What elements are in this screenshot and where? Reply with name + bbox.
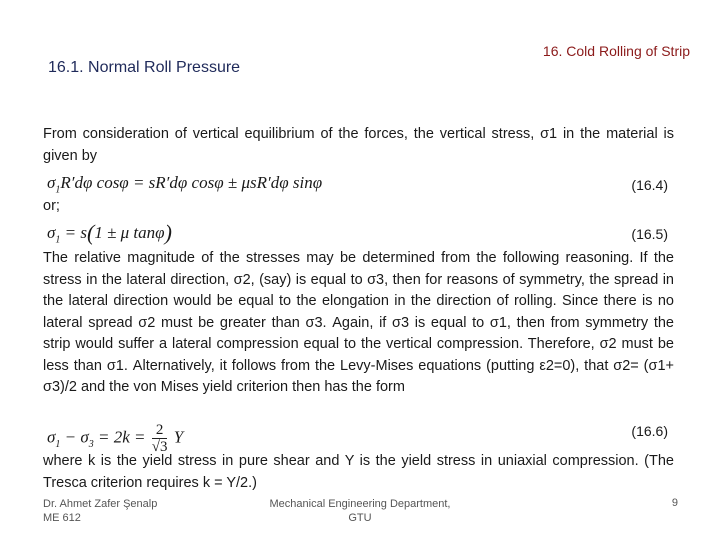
paragraph-intro: From consideration of vertical equilibrium of the forces, the vertical stress, σ1 in the material is given by: [43, 126, 674, 164]
equation-number-16-6: (16.6): [631, 423, 668, 439]
footer-department: [262, 497, 458, 525]
department-name: Mechanical Engineering Department,: [269, 498, 451, 510]
course-code: ME 612: [43, 512, 81, 524]
university-name: GTU: [348, 512, 372, 524]
author-name: Dr. Ahmet Zafer Şenalp: [43, 498, 158, 510]
equation-number-16-4: (16.4): [631, 177, 668, 193]
equation-16-4: $\sigma_1R'd\varphi$ cosφ = sR′dφ cosφ ± μsR′dφ sinφ: [47, 173, 323, 196]
section-title: 16.1. Normal Roll Pressure: [48, 59, 241, 76]
paragraph-reasoning: The relative magnitude of the stresses may be determined from the following reasoning. If the stress in the lateral direction, σ2, (say) is equal to σ3, then for reasons of symmetry, the spread in the lateral direction would be equal to the elongation in the direction of rolling. Since there is no lateral spread σ2 must be greater than σ3. Again, if σ3 is equal to σ1, then from symmetry the strip would suffer a lateral compression equal to the vertical compression. Therefore, σ2 must be less than σ1. Alternatively, it follows from the Levy-Mises equations (putting ε2=0), that σ2= (σ1+ σ3)/2 and the von Mises yield criterion then has the form: [43, 250, 674, 395]
paragraph-definitions: where k is the yield stress in pure shear and Y is the yield stress in uniaxial compression. (The Tresca criterion requires k = Y/2.): [43, 453, 674, 491]
equation-16-6: $\sigma_1 - \sigma_3 = 2k$ = $\frac{2}{√3}$ Y: [47, 422, 184, 455]
or-label: or;: [43, 198, 60, 214]
footer-author: [43, 497, 157, 525]
equation-16-5: $\sigma_1 = s(1 \pm \mu$ tanφ): [47, 220, 172, 246]
page-number: 9: [671, 497, 678, 509]
equation-number-16-5: (16.5): [631, 226, 668, 242]
chapter-title: 16. Cold Rolling of Strip: [542, 43, 690, 59]
